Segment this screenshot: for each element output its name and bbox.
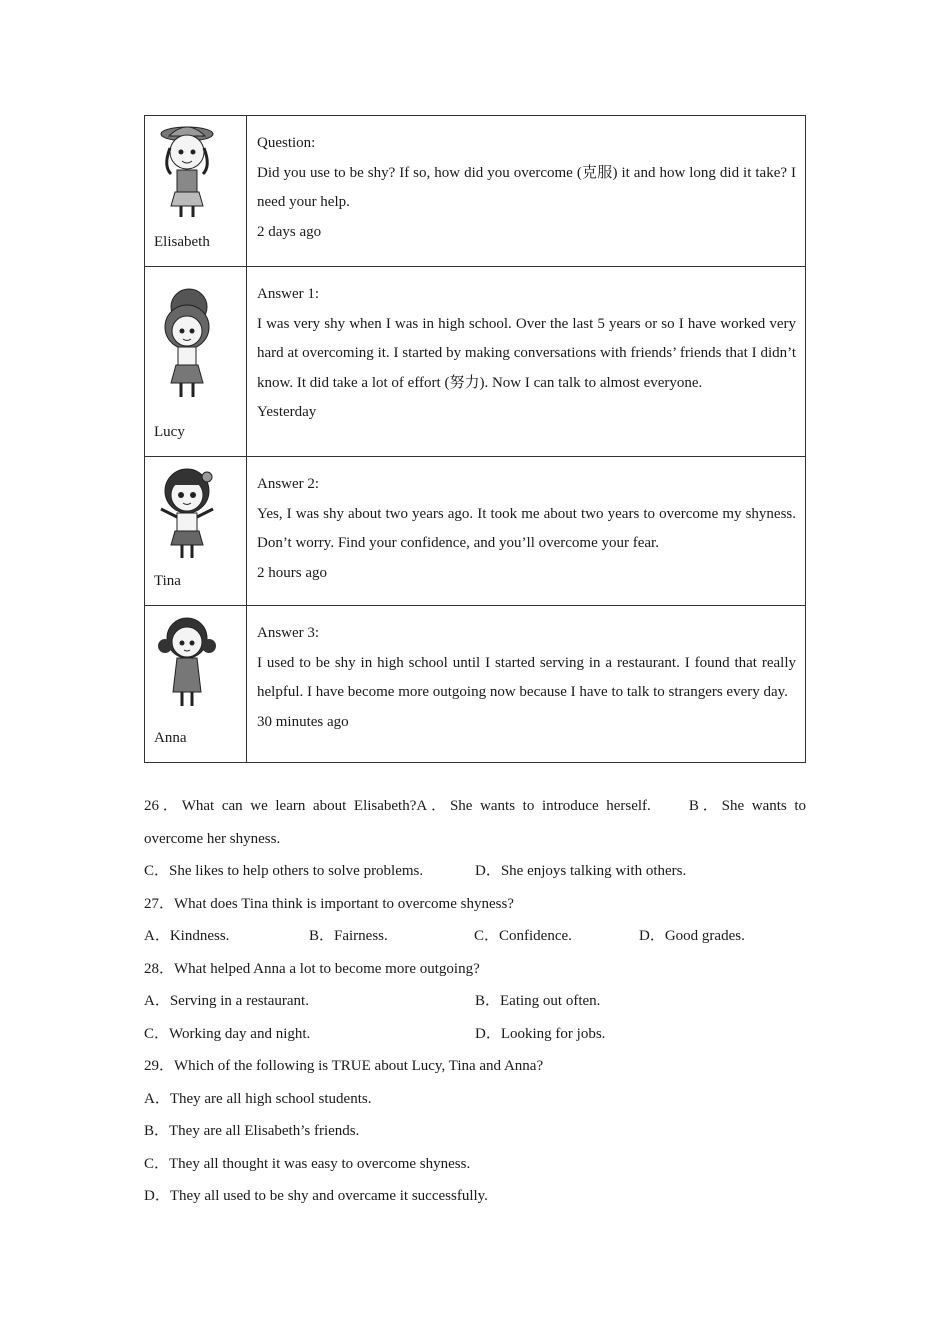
post-content [247, 457, 806, 606]
options-row [144, 855, 806, 888]
option-d: D．Good grades. [639, 928, 745, 944]
avatar-cell [145, 457, 247, 606]
post-content [247, 116, 806, 267]
avatar-cell [145, 606, 247, 763]
option-b-line1: B．She wants to [688, 798, 807, 814]
option-b: B．They are all Elisabeth’s friends. [144, 1123, 360, 1139]
girl-avatar-icon [151, 612, 221, 712]
forum-table [144, 115, 806, 763]
option-b: B．Fairness. [309, 928, 388, 944]
girl-avatar-icon [151, 122, 221, 222]
option-d: D．She enjoys talking with others. [475, 863, 687, 879]
post-body: Did you use to be shy? If so, how did you overcome (克服) it and how long did it take? I need your help. [257, 164, 796, 210]
post-body: I used to be shy in high school until I started serving in a restaurant. I found that really helpful. I have become more outgoing now because I have to talk to strangers every day. [257, 654, 796, 700]
option-c: C．Working day and night. [144, 1025, 311, 1042]
option-a: A．Serving in a restaurant. [144, 993, 309, 1009]
post-row [145, 606, 806, 763]
options-row [144, 1018, 806, 1051]
post-heading: Answer 3: [257, 625, 320, 641]
post-body: Yes, I was shy about two years ago. It took me about two years to overcome my shyness. Don’t worry. Find your confidence, and you’ll overcome your fear. [257, 505, 796, 551]
poster-name: Lucy [154, 424, 185, 440]
girl-avatar-icon [151, 279, 221, 409]
option-a: A．Kindness. [144, 928, 230, 944]
options-row [144, 985, 806, 1018]
post-time: Yesterday [257, 404, 317, 420]
option-b: B．Eating out often. [475, 993, 601, 1009]
questions-section [144, 790, 806, 1213]
post-time: 2 hours ago [257, 564, 327, 581]
option-c: C．They all thought it was easy to overcome shyness. [144, 1155, 471, 1172]
post-content [247, 267, 806, 457]
post-row [145, 457, 806, 606]
poster-name: Tina [154, 573, 181, 589]
options-row [144, 920, 806, 953]
avatar-cell [145, 267, 247, 457]
option-a: A．She wants to introduce herself. [416, 798, 651, 814]
question-stem: 26．What can we learn about Elisabeth? [144, 798, 417, 814]
post-row [145, 267, 806, 457]
post-time: 30 minutes ago [257, 713, 349, 730]
post-heading: Answer 1: [257, 286, 320, 302]
question-26 [144, 790, 806, 823]
post-content [247, 606, 806, 763]
post-heading: Question: [257, 135, 316, 151]
question-28: 28．What helped Anna a lot to become more outgoing? [144, 960, 480, 977]
post-row [145, 116, 806, 267]
poster-name: Anna [154, 730, 187, 746]
avatar-cell [145, 116, 247, 267]
option-d: D．They all used to be shy and overcame it successfully. [144, 1188, 488, 1204]
post-body: I was very shy when I was in high school. Over the last 5 years or so I have worked very hard at overcoming it. I started by making conversations with friends’ friends that I didn’t know. It did take a lot of effort (努力). Now I can talk to almost everyone. [257, 315, 796, 391]
post-time: 2 days ago [257, 223, 322, 240]
girl-avatar-icon [151, 463, 221, 563]
question-29: 29．Which of the following is TRUE about Lucy, Tina and Anna? [144, 1058, 544, 1074]
post-heading: Answer 2: [257, 476, 320, 492]
option-c: C．Confidence. [474, 928, 572, 944]
option-a: A．They are all high school students. [144, 1090, 372, 1107]
option-b-line2: overcome her shyness. [144, 830, 281, 847]
option-c: C．She likes to help others to solve problems. [144, 863, 424, 879]
poster-name: Elisabeth [154, 234, 210, 250]
question-27: 27．What does Tina think is important to overcome shyness? [144, 895, 514, 912]
option-d: D．Looking for jobs. [475, 1025, 606, 1042]
